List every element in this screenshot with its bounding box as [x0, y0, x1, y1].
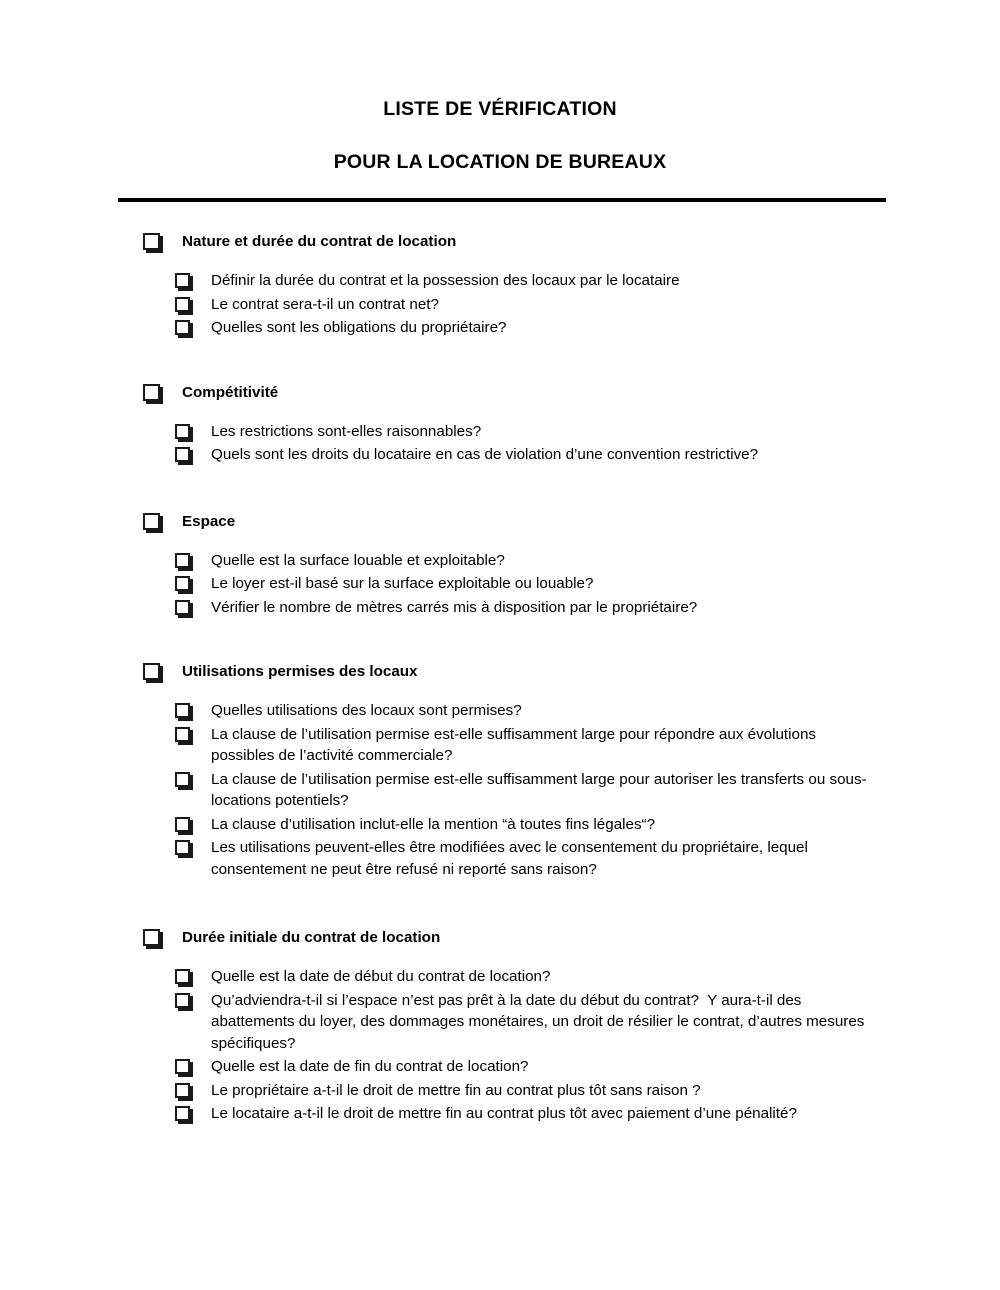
checklist-item[interactable] — [175, 837, 1000, 880]
checklist-item-label: Le loyer est-il basé sur la surface exploitable ou louable? — [211, 575, 594, 592]
checklist-item-label: Quelle est la date de début du contrat de location? — [211, 968, 551, 985]
section-spacer — [0, 620, 1000, 662]
checklist-item-label: Quelles utilisations des locaux sont permises? — [211, 702, 522, 719]
document-title-line-1: LISTE DE VÉRIFICATION — [383, 98, 617, 120]
section-items — [0, 700, 1000, 880]
checklist-item-label: Définir la durée du contrat et la possession des locaux par le locataire — [211, 272, 680, 289]
checklist-item-label: Vérifier le nombre de mètres carrés mis à disposition par le propriétaire? — [211, 598, 698, 616]
checkbox-empty-icon[interactable] — [175, 297, 193, 315]
checklist-item[interactable] — [175, 724, 1000, 767]
checklist-section — [0, 383, 1000, 466]
section-header[interactable] — [0, 662, 1000, 683]
checklist-item[interactable] — [175, 421, 1000, 443]
document-title-line-2: POUR LA LOCATION DE BUREAUX — [333, 150, 667, 173]
checkbox-empty-icon[interactable] — [175, 447, 193, 465]
checkbox-empty-icon[interactable] — [175, 772, 193, 790]
checklist-section — [0, 928, 1000, 1125]
checklist-item[interactable] — [175, 814, 1000, 836]
checklist-item-label: Qu’adviendra-t-il si l’espace n’est pas prêt à la date du début du contrat? Y aura-t-il des abattements du loyer, des dommages monétaires, un droit de résilier le contrat, d’autres mesures spécifiques? — [211, 991, 869, 1052]
checkbox-empty-icon[interactable] — [175, 727, 193, 745]
section-title: Durée initiale du contrat de location — [182, 929, 441, 946]
checkbox-empty-icon[interactable] — [175, 320, 193, 338]
checkbox-empty-icon[interactable] — [175, 553, 193, 571]
checkbox-empty-icon[interactable] — [175, 600, 193, 618]
section-spacer — [0, 882, 1000, 928]
checkbox-empty-icon[interactable] — [143, 929, 163, 949]
checklist-item[interactable] — [175, 317, 1000, 339]
section-title: Espace — [182, 512, 236, 530]
section-items — [0, 550, 1000, 619]
checklist-item[interactable] — [175, 597, 1000, 619]
section-header[interactable] — [0, 928, 1000, 949]
checklist-item[interactable] — [175, 769, 1000, 812]
checklist-section — [0, 662, 1000, 880]
section-spacer — [0, 341, 1000, 383]
checklist-item[interactable] — [175, 1103, 1000, 1125]
checklist-item-label: Les restrictions sont-elles raisonnables? — [211, 422, 482, 440]
checkbox-empty-icon[interactable] — [175, 1106, 193, 1124]
checklist-item-label: Le contrat sera-t-il un contrat net? — [211, 295, 439, 313]
checklist-item-label: Le propriétaire a-t-il le droit de mettre fin au contrat plus tôt sans raison ? — [211, 1081, 701, 1099]
checkbox-empty-icon[interactable] — [143, 384, 163, 404]
checklist-item-label: La clause d’utilisation inclut-elle la mention “à toutes fins légales“? — [211, 815, 656, 833]
checkbox-empty-icon[interactable] — [175, 993, 193, 1011]
checklist-item-label: Quelle est la date de fin du contrat de location? — [211, 1058, 529, 1075]
section-title: Utilisations permises des locaux — [182, 663, 418, 680]
checklist-item[interactable] — [175, 1056, 1000, 1078]
checklist-item[interactable] — [175, 444, 1000, 466]
checklist-item[interactable] — [175, 1080, 1000, 1102]
checklist-item-label: Quelles sont les obligations du propriétaire? — [211, 319, 507, 336]
section-title: Compétitivité — [182, 383, 279, 401]
checkbox-empty-icon[interactable] — [175, 703, 193, 721]
checklist-item-label: Le locataire a-t-il le droit de mettre fin au contrat plus tôt avec paiement d’une pénalité? — [211, 1105, 797, 1122]
checklist-item-label: Les utilisations peuvent-elles être modifiées avec le consentement du propriétaire, lequel consentement ne peut être refusé ni reporté sans raison? — [211, 839, 813, 878]
checkbox-empty-icon[interactable] — [175, 273, 193, 291]
checklist-section — [0, 512, 1000, 619]
checklist-item[interactable] — [175, 966, 1000, 988]
checklist-section — [0, 232, 1000, 339]
checklist-item[interactable] — [175, 700, 1000, 722]
header-divider — [118, 198, 886, 202]
checklist-item[interactable] — [175, 270, 1000, 292]
section-header[interactable] — [0, 512, 1000, 533]
section-spacer — [0, 468, 1000, 512]
checkbox-empty-icon[interactable] — [175, 576, 193, 594]
section-header[interactable] — [0, 232, 1000, 253]
checkbox-empty-icon[interactable] — [143, 663, 163, 683]
checkbox-empty-icon[interactable] — [175, 1083, 193, 1101]
checkbox-empty-icon[interactable] — [175, 1059, 193, 1077]
section-title: Nature et durée du contrat de location — [182, 233, 457, 250]
checklist-item[interactable] — [175, 573, 1000, 595]
checklist-item[interactable] — [175, 294, 1000, 316]
checklist-item-label: La clause de l’utilisation permise est-elle suffisamment large pour autoriser les transferts ou sous-locations potentiels? — [211, 770, 867, 809]
section-items — [0, 270, 1000, 339]
checklist-item-label: Quels sont les droits du locataire en cas de violation d’une convention restrictive? — [211, 446, 759, 463]
checklist-item-label: La clause de l’utilisation permise est-elle suffisamment large pour répondre aux évolutions possibles de l’activité commerciale? — [211, 725, 821, 764]
checklist-item[interactable] — [175, 550, 1000, 572]
checkbox-empty-icon[interactable] — [175, 424, 193, 442]
section-header[interactable] — [0, 383, 1000, 404]
section-items — [0, 966, 1000, 1125]
checklist-item[interactable] — [175, 990, 1000, 1055]
document-header — [0, 0, 1000, 172]
section-items — [0, 421, 1000, 466]
checkbox-empty-icon[interactable] — [175, 969, 193, 987]
checkbox-empty-icon[interactable] — [175, 840, 193, 858]
checkbox-empty-icon[interactable] — [143, 233, 163, 253]
checklist — [0, 232, 1000, 1127]
checkbox-empty-icon[interactable] — [175, 817, 193, 835]
checklist-item-label: Quelle est la surface louable et exploitable? — [211, 551, 505, 569]
checkbox-empty-icon[interactable] — [143, 513, 163, 533]
